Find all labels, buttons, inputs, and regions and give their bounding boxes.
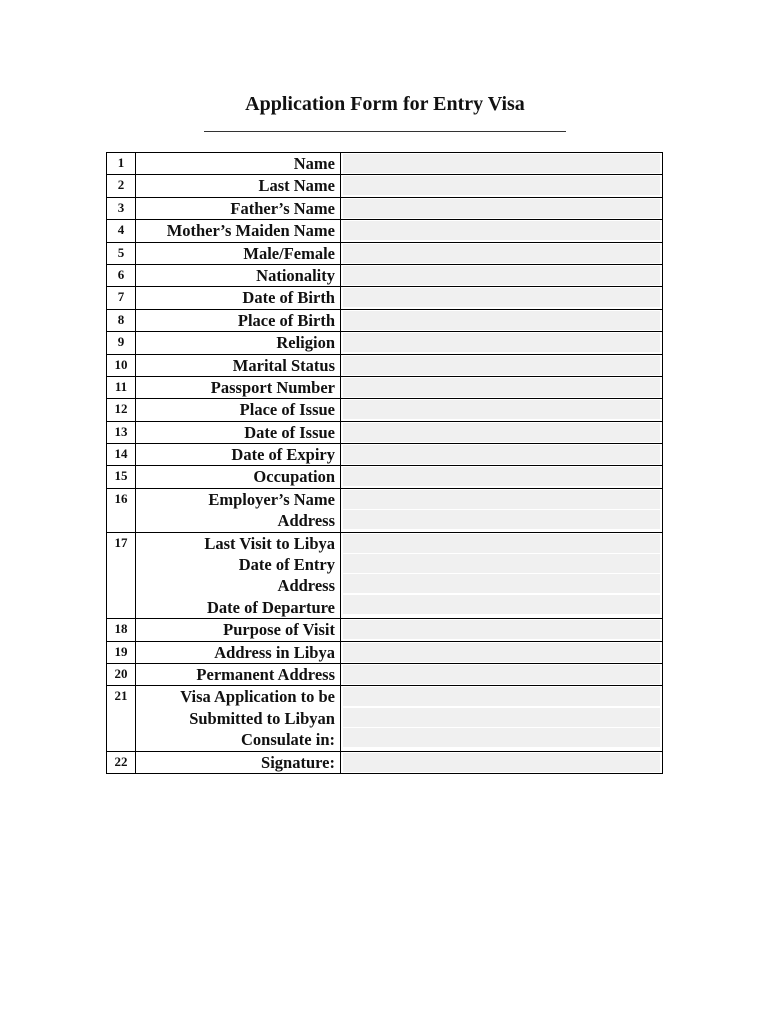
row-label-cell: [136, 444, 341, 466]
row-number: 14: [114, 446, 128, 462]
row-input-cell: [341, 197, 663, 219]
row-number: 22: [114, 753, 128, 769]
row-number-cell: [107, 421, 136, 443]
row-number: 10: [114, 356, 128, 372]
row-label-cell: [136, 332, 341, 354]
form-title: Application Form for Entry Visa: [245, 93, 525, 115]
form-row: [107, 641, 663, 663]
row-number: 11: [114, 378, 128, 394]
field-label: Place of Birth: [237, 310, 335, 330]
row-input-cell: [341, 309, 663, 331]
form-row: [107, 287, 663, 309]
form-row: [107, 175, 663, 197]
fillable-field[interactable]: [343, 266, 660, 285]
form-row: [107, 751, 663, 773]
field-label: Permanent Address: [196, 664, 335, 684]
field-label: Place of Issue: [239, 400, 335, 420]
row-number: 9: [117, 334, 125, 350]
fillable-field[interactable]: [343, 378, 660, 397]
row-number-cell: [107, 309, 136, 331]
fillable-field[interactable]: [343, 221, 660, 240]
field-label: Address in Libya: [214, 642, 335, 662]
row-input-cell: [341, 220, 663, 242]
row-label-cell: [136, 488, 341, 532]
row-input-cell: [341, 421, 663, 443]
form-row: [107, 444, 663, 466]
row-input-cell: [341, 444, 663, 466]
fillable-field[interactable]: [343, 199, 660, 218]
fillable-field[interactable]: [343, 467, 660, 486]
row-input-cell: [341, 532, 663, 619]
row-number-cell: [107, 444, 136, 466]
fillable-field[interactable]: [343, 708, 660, 727]
form-row: [107, 466, 663, 488]
row-label-cell: [136, 619, 341, 641]
field-label: Nationality: [256, 265, 335, 285]
row-number-cell: [107, 264, 136, 286]
row-input-cell: [341, 751, 663, 773]
form-row: [107, 663, 663, 685]
row-label-cell: [136, 376, 341, 398]
field-label: Last Name: [258, 176, 335, 196]
field-label: Mother’s Maiden Name: [166, 221, 335, 241]
fillable-field[interactable]: [343, 665, 660, 684]
field-label: Date of Departure: [207, 597, 335, 617]
row-number: 2: [117, 177, 125, 193]
field-label: Submitted to Libyan: [189, 708, 335, 728]
row-label-cell: [136, 466, 341, 488]
field-label: Date of Birth: [242, 288, 335, 308]
row-number: 7: [117, 289, 125, 305]
fillable-field[interactable]: [343, 510, 660, 529]
row-number: 4: [117, 222, 125, 238]
fillable-field[interactable]: [343, 288, 660, 307]
fillable-field[interactable]: [343, 534, 660, 553]
row-input-cell: [341, 619, 663, 641]
fillable-field[interactable]: [343, 333, 660, 352]
fillable-field[interactable]: [343, 595, 660, 614]
row-label-cell: [136, 532, 341, 619]
field-label: Last Visit to Libya: [204, 533, 335, 553]
row-label-cell: [136, 354, 341, 376]
row-number-cell: [107, 466, 136, 488]
field-label: Date of Issue: [244, 422, 335, 442]
row-input-cell: [341, 466, 663, 488]
row-number: 17: [114, 534, 128, 550]
row-input-cell: [341, 399, 663, 421]
form-table-body: [107, 153, 663, 774]
row-input-cell: [341, 376, 663, 398]
fillable-field[interactable]: [343, 574, 660, 593]
field-label: Occupation: [253, 467, 335, 487]
fillable-field[interactable]: [343, 356, 660, 375]
row-number: 5: [117, 244, 125, 260]
row-number-cell: [107, 175, 136, 197]
row-input-cell: [341, 354, 663, 376]
row-number-cell: [107, 532, 136, 619]
row-label-cell: [136, 153, 341, 175]
row-number-cell: [107, 663, 136, 685]
row-number-cell: [107, 197, 136, 219]
fillable-field[interactable]: [343, 176, 660, 195]
field-label: Consulate in:: [241, 730, 335, 750]
row-label-cell: [136, 751, 341, 773]
row-input-cell: [341, 641, 663, 663]
application-form-table: [106, 152, 663, 774]
row-number-cell: [107, 488, 136, 532]
fillable-field[interactable]: [343, 423, 660, 442]
row-label-cell: [136, 242, 341, 264]
form-row: [107, 399, 663, 421]
field-label: Passport Number: [210, 377, 335, 397]
row-number: 21: [114, 688, 128, 704]
row-label-cell: [136, 175, 341, 197]
fillable-field[interactable]: [343, 244, 660, 263]
row-input-cell: [341, 488, 663, 532]
row-number-cell: [107, 287, 136, 309]
row-number: 1: [117, 155, 125, 170]
form-row: [107, 264, 663, 286]
row-number: 3: [117, 199, 125, 215]
field-label: Address: [277, 576, 335, 596]
form-row: [107, 619, 663, 641]
row-number: 16: [114, 490, 128, 506]
form-row: [107, 332, 663, 354]
field-label: Marital Status: [232, 355, 335, 375]
row-input-cell: [341, 264, 663, 286]
row-number-cell: [107, 153, 136, 175]
field-label: Purpose of Visit: [223, 620, 335, 640]
field-label: Father’s Name: [230, 198, 335, 218]
fillable-field[interactable]: [343, 400, 660, 419]
row-input-cell: [341, 153, 663, 175]
row-number: 12: [114, 401, 128, 417]
row-label-cell: [136, 197, 341, 219]
row-input-cell: [341, 686, 663, 751]
fillable-field[interactable]: [343, 687, 660, 706]
form-row: [107, 309, 663, 331]
form-row: [107, 532, 663, 619]
row-number-cell: [107, 641, 136, 663]
form-row: [107, 421, 663, 443]
row-number: 20: [114, 665, 128, 681]
field-label: Date of Entry: [238, 555, 335, 575]
row-number-cell: [107, 686, 136, 751]
row-number: 19: [114, 643, 128, 659]
field-label: Signature:: [261, 752, 335, 772]
row-number: 15: [114, 468, 128, 484]
row-input-cell: [341, 242, 663, 264]
row-label-cell: [136, 641, 341, 663]
fillable-field[interactable]: [343, 311, 660, 330]
row-number-cell: [107, 751, 136, 773]
form-row: [107, 197, 663, 219]
row-number-cell: [107, 242, 136, 264]
fillable-field[interactable]: [343, 728, 660, 747]
row-input-cell: [341, 332, 663, 354]
fillable-field[interactable]: [343, 554, 660, 573]
row-number: 13: [114, 423, 128, 439]
row-number: 18: [114, 621, 128, 637]
field-label: Male/Female: [243, 243, 335, 263]
field-label: Employer’s Name: [208, 489, 335, 509]
row-number-cell: [107, 376, 136, 398]
row-input-cell: [341, 287, 663, 309]
row-number: 6: [117, 266, 125, 282]
row-label-cell: [136, 309, 341, 331]
field-label: Address: [277, 511, 335, 531]
form-row: [107, 153, 663, 175]
field-label: Name: [293, 154, 335, 173]
form-row: [107, 488, 663, 532]
fillable-field[interactable]: [343, 643, 660, 662]
fillable-field[interactable]: [343, 445, 660, 464]
row-label-cell: [136, 287, 341, 309]
form-row: [107, 220, 663, 242]
row-label-cell: [136, 399, 341, 421]
title-underline: [204, 131, 566, 132]
form-row: [107, 376, 663, 398]
form-row: [107, 242, 663, 264]
row-number: 8: [117, 311, 125, 327]
row-number-cell: [107, 399, 136, 421]
fillable-field[interactable]: [343, 154, 660, 173]
row-number-cell: [107, 619, 136, 641]
form-row: [107, 686, 663, 751]
fillable-field[interactable]: [343, 620, 660, 639]
form-row: [107, 354, 663, 376]
fillable-field[interactable]: [343, 490, 660, 509]
fillable-field[interactable]: [343, 753, 660, 772]
row-input-cell: [341, 663, 663, 685]
row-number-cell: [107, 220, 136, 242]
row-number-cell: [107, 354, 136, 376]
row-label-cell: [136, 686, 341, 751]
field-label: Visa Application to be: [180, 687, 335, 707]
row-input-cell: [341, 175, 663, 197]
field-label: Date of Expiry: [231, 445, 335, 465]
row-label-cell: [136, 220, 341, 242]
row-label-cell: [136, 264, 341, 286]
row-label-cell: [136, 421, 341, 443]
row-label-cell: [136, 663, 341, 685]
field-label: Religion: [276, 333, 335, 353]
row-number-cell: [107, 332, 136, 354]
